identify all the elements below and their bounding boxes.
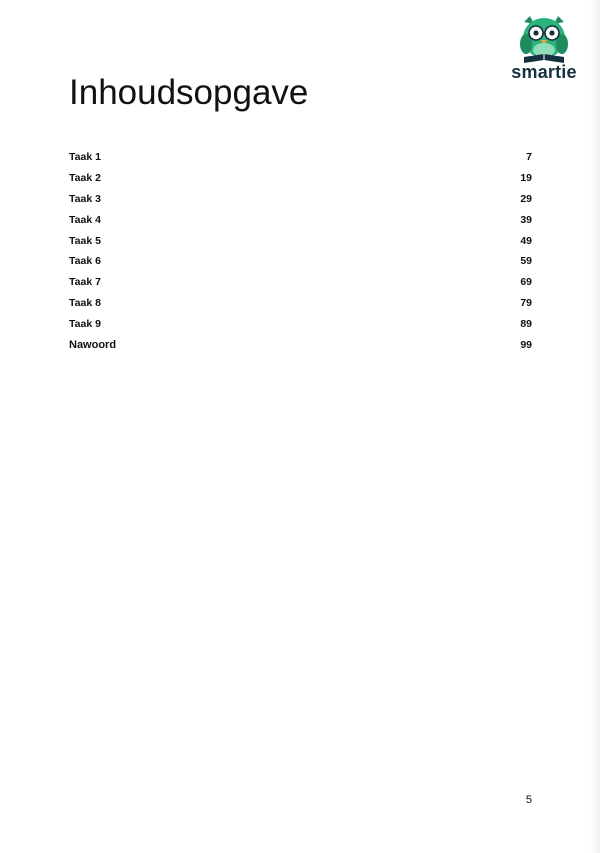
toc-entry-page: 99 xyxy=(520,338,532,351)
toc-entry-page: 49 xyxy=(520,234,532,247)
toc-entry-title: Taak 4 xyxy=(69,213,101,226)
toc-entry-page: 69 xyxy=(520,276,532,289)
toc-entry[interactable] xyxy=(69,334,532,355)
toc-entry[interactable] xyxy=(69,168,532,189)
page-edge-shadow xyxy=(590,0,600,853)
toc-entry[interactable] xyxy=(69,272,532,293)
toc-entry-title: Taak 6 xyxy=(69,255,101,268)
toc-entry-page: 7 xyxy=(526,151,532,164)
toc-entry-title: Taak 7 xyxy=(69,276,101,289)
toc-entry-title: Taak 5 xyxy=(69,234,101,247)
toc-entry-page: 59 xyxy=(520,255,532,268)
page-title: Inhoudsopgave xyxy=(69,73,309,112)
toc-entry[interactable] xyxy=(69,313,532,334)
toc-entry-page: 19 xyxy=(520,172,532,185)
toc-entry[interactable] xyxy=(69,230,532,251)
toc-entry-title: Taak 2 xyxy=(69,172,101,185)
logo-wordmark: smartie xyxy=(511,62,577,82)
owl-icon xyxy=(514,14,574,64)
toc-entry[interactable] xyxy=(69,209,532,230)
toc-entry[interactable] xyxy=(69,147,532,168)
toc-entry-title: Taak 8 xyxy=(69,296,101,309)
toc-entry[interactable] xyxy=(69,189,532,210)
toc-entry-title: Nawoord xyxy=(69,338,117,351)
table-of-contents xyxy=(69,147,532,355)
toc-entry-page: 29 xyxy=(520,192,532,205)
toc-entry-title: Taak 3 xyxy=(69,192,101,205)
toc-entry-page: 89 xyxy=(520,317,532,330)
toc-entry-page: 39 xyxy=(520,213,532,226)
toc-entry-page: 79 xyxy=(520,296,532,309)
toc-entry[interactable] xyxy=(69,293,532,314)
toc-entry[interactable] xyxy=(69,251,532,272)
toc-entry-title: Taak 9 xyxy=(69,317,101,330)
toc-entry-title: Taak 1 xyxy=(69,151,101,164)
page-number: 5 xyxy=(525,794,532,806)
smartie-logo xyxy=(506,14,582,84)
